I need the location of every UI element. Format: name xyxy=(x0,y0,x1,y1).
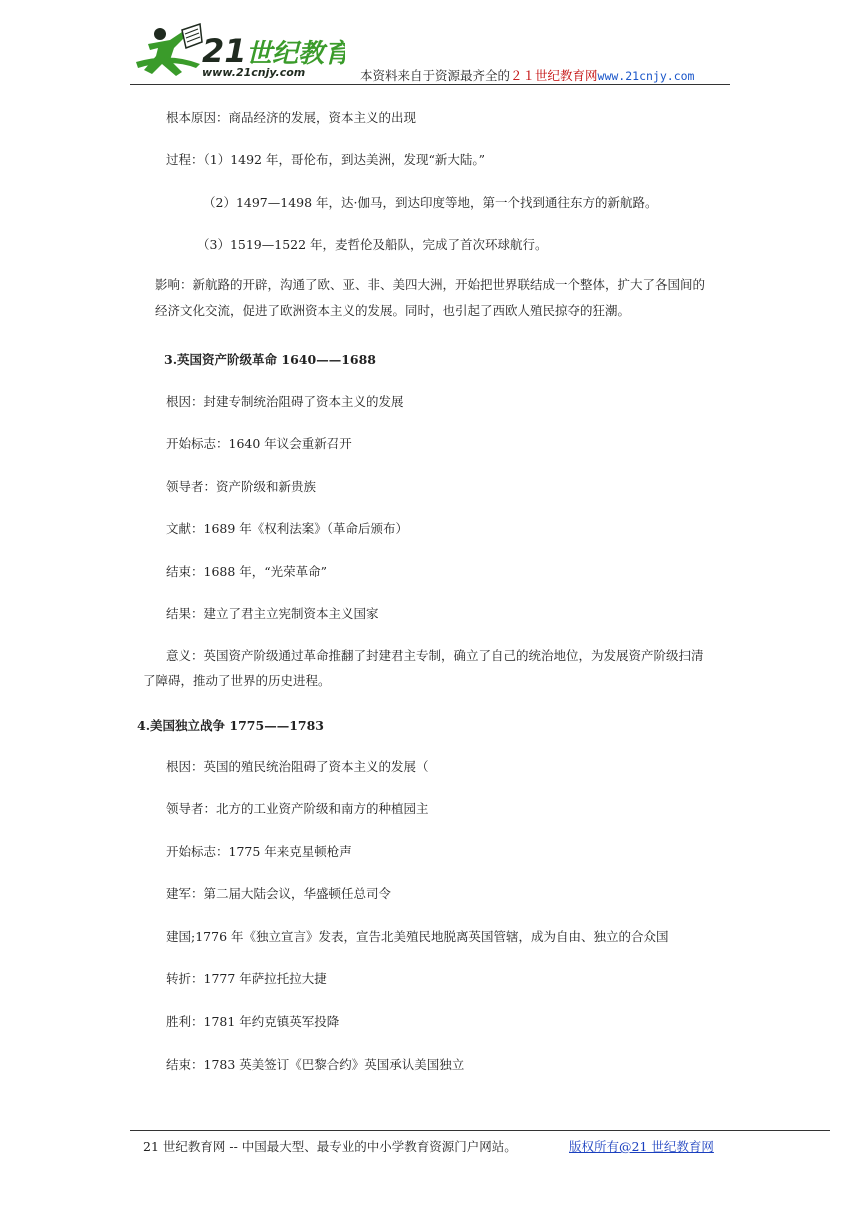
logo-url: www.21cnjy.com xyxy=(202,66,306,79)
section-4-victory: 胜利：1781 年约克镇英军投降 xyxy=(166,1014,340,1029)
site-logo xyxy=(130,22,345,84)
section-3-start: 开始标志：1640 年议会重新召开 xyxy=(166,436,352,451)
impact-line-1: 影响：新航路的开辟，沟通了欧、亚、非、美四大洲，开始把世界联结成一个整体，扩大了各国间的 xyxy=(155,277,706,292)
section-4-heading: 4.美国独立战争 1775——1783 xyxy=(137,718,324,733)
footer-text: 21 世纪教育网 -- 中国最大型、最专业的中小学教育资源门户网站。 xyxy=(143,1139,517,1154)
section-3-result: 结果：建立了君主立宪制资本主义国家 xyxy=(166,606,379,621)
process-line-3: （3）1519—1522 年，麦哲伦及船队，完成了首次环球航行。 xyxy=(197,237,548,252)
footer-divider xyxy=(130,1130,830,1131)
section-4-leader: 领导者：北方的工业资产阶级和南方的种植园主 xyxy=(166,801,429,816)
section-3-heading: 3.英国资产阶级革命 1640——1688 xyxy=(164,352,376,367)
header-source-url[interactable]: www.21cnjy.com xyxy=(597,69,695,83)
footer-copyright-link[interactable]: 版权所有@21 世纪教育网 xyxy=(569,1139,714,1154)
section-3-cause: 根因：封建专制统治阻碍了资本主义的发展 xyxy=(166,394,404,409)
section-4-turning: 转折：1777 年萨拉托拉大捷 xyxy=(166,971,327,986)
logo-chinese: 世纪教育 xyxy=(246,39,345,69)
header-source-site[interactable]: ２１世纪教育网 xyxy=(510,68,598,83)
logo-number: 21 xyxy=(202,32,247,70)
process-line-2: （2）1497—1498 年，达·伽马，到达印度等地，第一个找到通往东方的新航路。 xyxy=(203,195,658,210)
section-3-meaning-2: 了障碍，推动了世界的历史进程。 xyxy=(143,673,331,688)
section-3-end: 结束：1688 年，“光荣革命” xyxy=(166,564,328,579)
section-4-army: 建军：第二届大陆会议，华盛顿任总司令 xyxy=(166,886,392,901)
section-4-end: 结束：1783 英美签订《巴黎合约》英国承认美国独立 xyxy=(166,1057,465,1072)
logo-graphic xyxy=(130,22,345,84)
header-source xyxy=(360,66,694,84)
section-3-meaning-1: 意义：英国资产阶级通过革命推翻了封建君主专制，确立了自己的统治地位，为发展资产阶级扫清 xyxy=(166,648,704,663)
process-line-1: 过程：（1）1492 年，哥伦布，到达美洲，发现“新大陆。” xyxy=(166,152,486,167)
section-3-document: 文献：1689 年《权利法案》（革命后颁布） xyxy=(166,521,409,536)
header-source-prefix: 本资料来自于资源最齐全的 xyxy=(360,68,511,83)
section-4-founding: 建国;1776 年《独立宣言》发表，宣告北美殖民地脱离英国管辖，成为自由、独立的合众国 xyxy=(166,929,669,944)
section-3-leader: 领导者：资产阶级和新贵族 xyxy=(166,479,317,494)
header-divider xyxy=(130,84,730,85)
section-4-start: 开始标志：1775 年来克星顿枪声 xyxy=(166,844,352,859)
root-cause-line: 根本原因：商品经济的发展，资本主义的出现 xyxy=(166,110,417,125)
section-4-cause: 根因：英国的殖民统治阻碍了资本主义的发展（ xyxy=(166,759,429,774)
impact-line-2: 经济文化交流，促进了欧洲资本主义的发展。同时，也引起了西欧人殖民掠夺的狂潮。 xyxy=(155,303,631,318)
